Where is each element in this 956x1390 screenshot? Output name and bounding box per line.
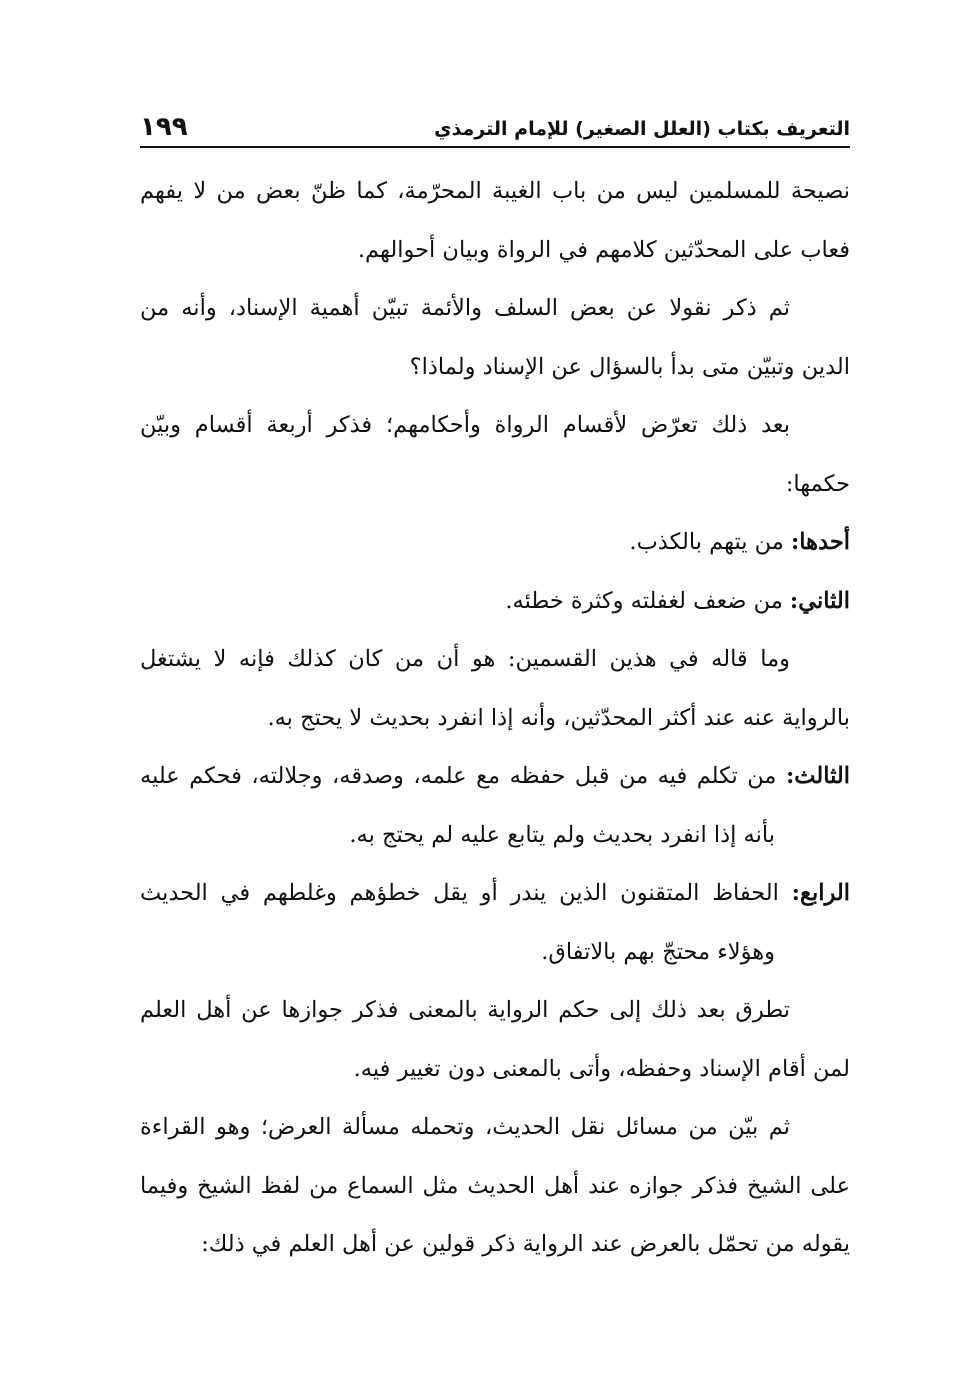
page-header	[140, 110, 850, 146]
paragraph-5: تطرق بعد ذلك إلى حكم الرواية بالمعنى فذكر جوازها عن أهل العلم لمن أقام الإسناد وحفظه، وأتى بالمعنى دون تغيير فيه.	[140, 997, 850, 1082]
page-number: ١٩٩	[140, 112, 188, 142]
item-fourth-term: الرابع:	[791, 880, 850, 906]
item-second	[140, 572, 850, 631]
running-title: التعريف بكتاب (العلل الصغير) للإمام الترمذي	[434, 118, 850, 140]
item-first	[140, 513, 850, 572]
paragraph-3: بعد ذلك تعرّض لأقسام الرواة وأحكامهم؛ فذكر أربعة أقسام وبيّن حكمها:	[140, 412, 850, 497]
paragraph-1: نصيحة للمسلمين ليس من باب الغيبة المحرّمة، كما ظنّ بعض من لا يفهم فعاب على المحدّثين كلامهم في الرواة وبيان أحوالهم.	[140, 178, 850, 263]
paragraph-2: ثم ذكر نقولا عن بعض السلف والأئمة تبيّن أهمية الإسناد، وأنه من الدين وتبيّن متى بدأ بالسؤال عن الإسناد ولماذا؟	[140, 295, 850, 380]
item-third	[140, 747, 850, 864]
item-third-text: من تكلم فيه من قبل حفظه مع علمه، وصدقه، وجلالته، فحكم عليه بأنه إذا انفرد بحديث ولم يتابع عليه لم يحتج به.	[140, 763, 786, 848]
paragraph-4: وما قاله في هذين القسمين: هو أن من كان كذلك فإنه لا يشتغل بالرواية عنه عند أكثر المحدّثين، وأنه إذا انفرد بحديث لا يحتج به.	[140, 646, 850, 731]
document-page	[140, 100, 850, 1340]
item-fourth	[140, 864, 850, 981]
item-second-text: من ضعف لغفلته وكثرة خطئه.	[505, 587, 790, 614]
item-second-term: الثاني:	[789, 587, 850, 614]
body-text	[140, 162, 850, 1274]
item-first-text: من يتهم بالكذب.	[629, 529, 791, 555]
item-fourth-text: الحفاظ المتقنون الذين يندر أو يقل خطؤهم وغلطهم في الحديث وهؤلاء محتجّ بهم بالاتفاق.	[140, 880, 792, 965]
item-third-term: الثالث:	[785, 763, 850, 789]
paragraph-6: ثم بيّن من مسائل نقل الحديث، وتحمله مسألة العرض؛ وهو القراءة على الشيخ فذكر جوازه عند أهل الحديث مثل السماع من لفظ الشيخ وفيما يقوله من تحمّل بالعرض عند الرواية ذكر قولين عن أهل العلم في ذلك:	[140, 1114, 850, 1257]
header-rule	[140, 146, 850, 148]
item-first-term: أحدها:	[791, 529, 850, 555]
